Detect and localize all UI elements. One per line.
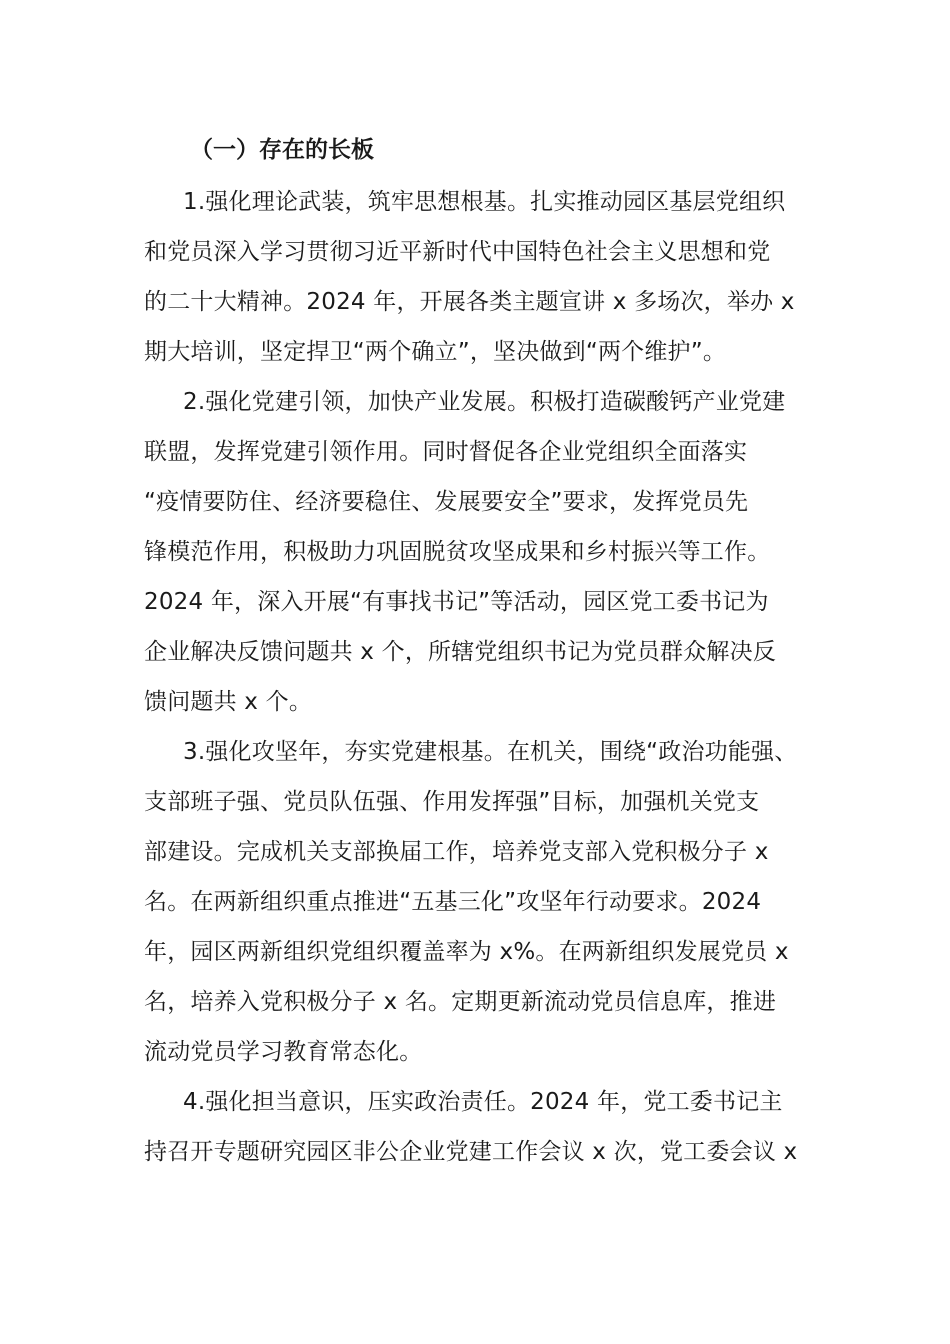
paragraph-line: “疫情要防住、经济要稳住、发展要安全”要求，发挥党员先 bbox=[144, 489, 749, 515]
paragraph-line: 年，园区两新组织党组织覆盖率为 x%。在两新组织发展党员 x bbox=[144, 939, 789, 965]
paragraph-line: 企业解决反馈问题共 x 个，所辖党组织书记为党员群众解决反 bbox=[144, 639, 777, 665]
section-heading: （一）存在的长板 bbox=[190, 137, 374, 163]
paragraph-line: 持召开专题研究园区非公企业党建工作会议 x 次，党工委会议 x bbox=[144, 1139, 798, 1165]
paragraph-line: 名，培养入党积极分子 x 名。定期更新流动党员信息库，推进 bbox=[144, 989, 777, 1015]
paragraph-line: 部建设。完成机关支部换届工作，培养党支部入党积极分子 x bbox=[144, 839, 769, 865]
paragraph-line: 锋模范作用，积极助力巩固脱贫攻坚成果和乡村振兴等工作。 bbox=[144, 539, 771, 565]
paragraph-line: 2.强化党建引领，加快产业发展。积极打造碳酸钙产业党建 bbox=[183, 389, 786, 415]
paragraph-line: 1.强化理论武装，筑牢思想根基。扎实推动园区基层党组织 bbox=[183, 189, 786, 215]
paragraph-line: 支部班子强、党员队伍强、作用发挥强”目标，加强机关党支 bbox=[144, 789, 760, 815]
paragraph-line: 流动党员学习教育常态化。 bbox=[144, 1039, 423, 1065]
paragraph-line: 联盟，发挥党建引领作用。同时督促各企业党组织全面落实 bbox=[144, 439, 748, 465]
paragraph-line: 的二十大精神。2024 年，开展各类主题宣讲 x 多场次，举办 x bbox=[144, 289, 795, 315]
paragraph-line: 2024 年，深入开展“有事找书记”等活动，园区党工委书记为 bbox=[144, 589, 769, 615]
paragraph-line: 期大培训，坚定捍卫“两个确立”，坚决做到“两个维护”。 bbox=[144, 339, 727, 365]
paragraph-line: 馈问题共 x 个。 bbox=[144, 689, 313, 715]
paragraph-line: 3.强化攻坚年，夯实党建根基。在机关，围绕“政治功能强、 bbox=[183, 739, 798, 765]
paragraph-line: 和党员深入学习贯彻习近平新时代中国特色社会主义思想和党 bbox=[144, 239, 771, 265]
paragraph-line: 名。在两新组织重点推进“五基三化”攻坚年行动要求。2024 bbox=[144, 889, 762, 915]
paragraph-line: 4.强化担当意识，压实政治责任。2024 年，党工委书记主 bbox=[183, 1089, 783, 1115]
